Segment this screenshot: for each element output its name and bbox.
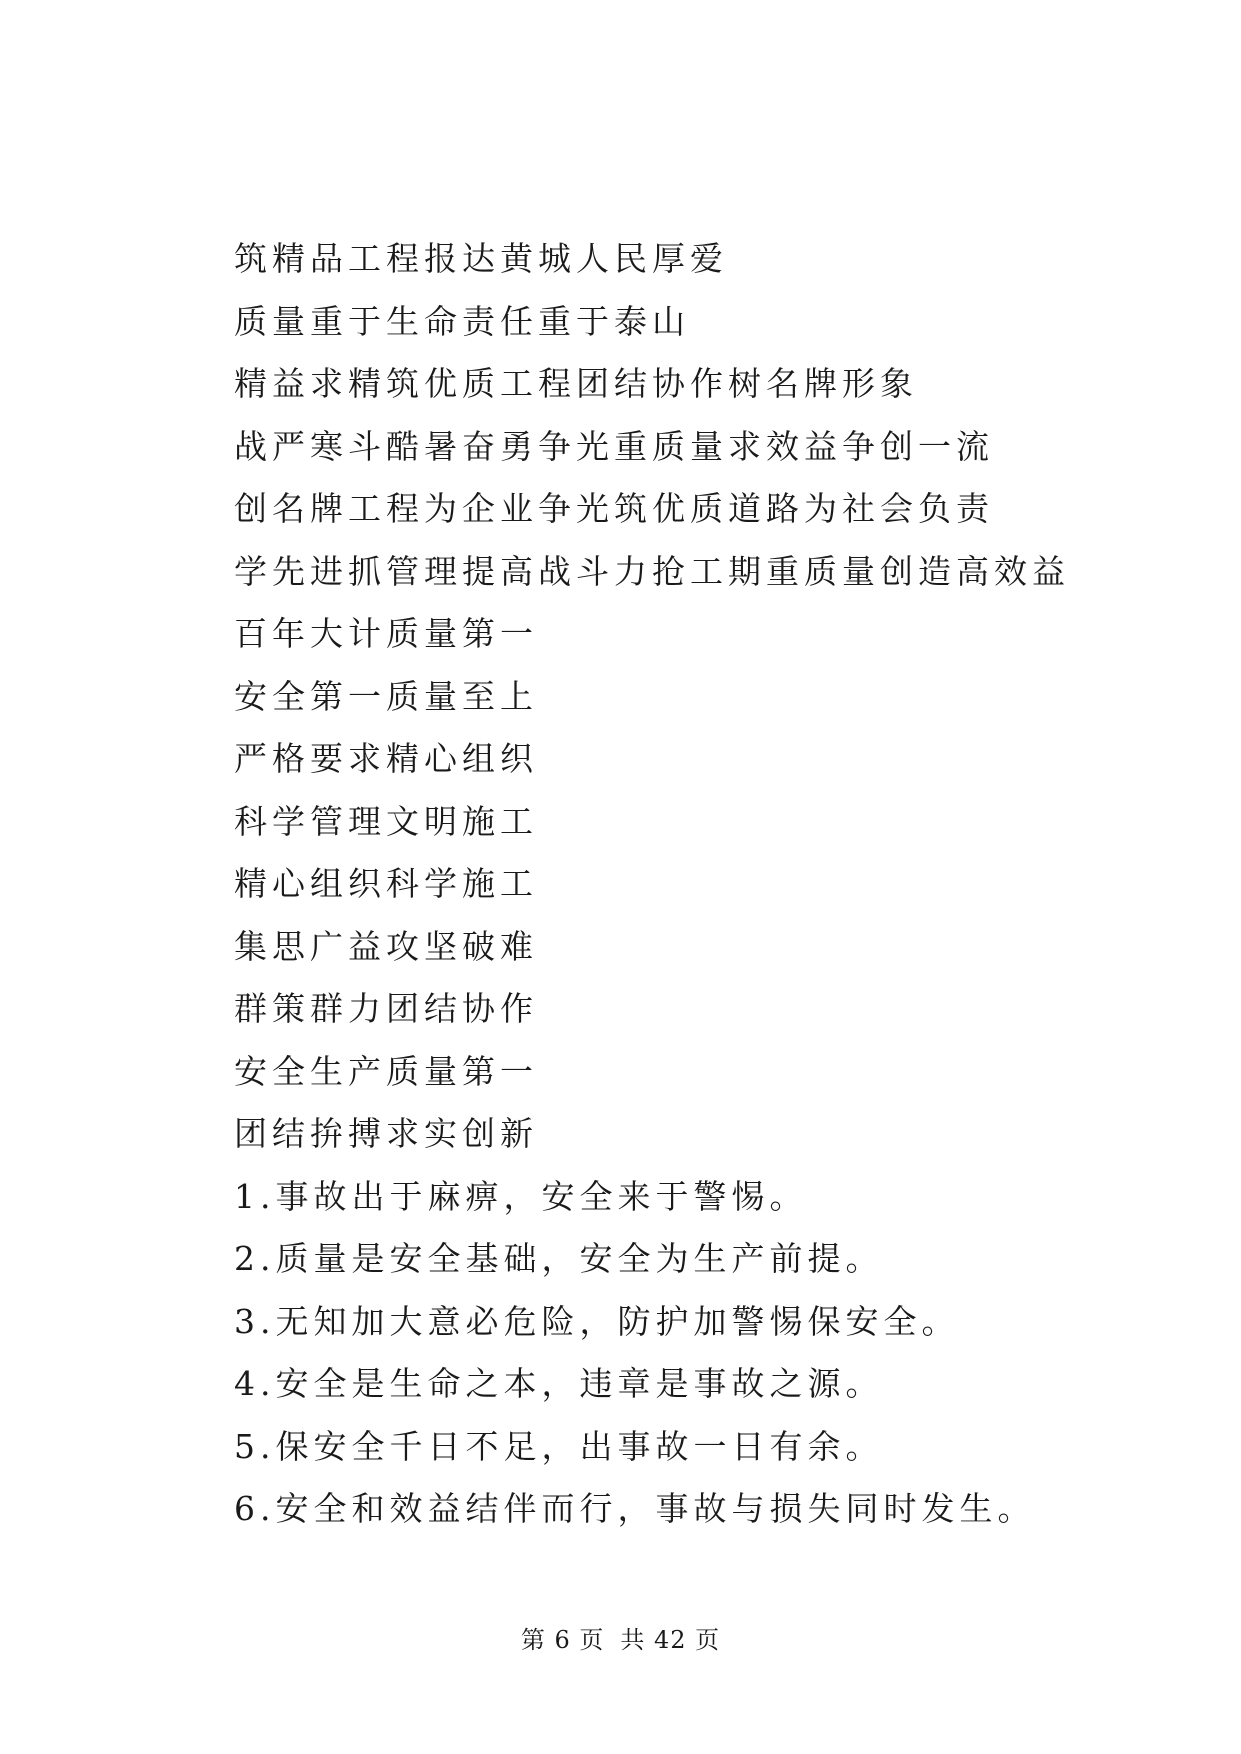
numbered-line: 4.安全是生命之本，违章是事故之源。 — [234, 1364, 884, 1403]
text-line: 团结拚搏求实创新 — [234, 1114, 538, 1153]
text-line: 创名牌工程为企业争光筑优质道路为社会负责 — [234, 489, 994, 528]
page-number: 第 6 页 — [520, 1626, 605, 1654]
text-line: 筑精品工程报达黄城人民厚爱 — [234, 239, 728, 278]
text-line: 安全第一质量至上 — [234, 676, 538, 716]
numbered-line: 6.安全和效益结伴而行，事故与损失同时发生。 — [234, 1489, 1036, 1528]
text-line: 安全生产质量第一 — [234, 1051, 538, 1091]
text-line: 严格要求精心组织 — [234, 739, 538, 778]
numbered-line: 1.事故出于麻痹，安全来于警惕。 — [234, 1176, 808, 1216]
document-body — [234, 228, 1094, 1541]
text-line: 科学管理文明施工 — [234, 801, 538, 841]
text-line: 精心组织科学施工 — [234, 864, 538, 903]
page-total: 共 42 页 — [620, 1626, 721, 1654]
text-line: 群策群力团结协作 — [234, 989, 538, 1028]
text-line: 百年大计质量第一 — [234, 614, 538, 653]
text-line: 集思广益攻坚破难 — [234, 926, 538, 966]
numbered-line: 5.保安全千日不足，出事故一日有余。 — [234, 1426, 884, 1466]
text-line: 精益求精筑优质工程团结协作树名牌形象 — [234, 364, 918, 403]
numbered-line: 3.无知加大意必危险，防护加警惕保安全。 — [234, 1301, 960, 1341]
numbered-line: 2.质量是安全基础，安全为生产前提。 — [234, 1239, 884, 1278]
text-line: 战严寒斗酷暑奋勇争光重质量求效益争创一流 — [234, 426, 994, 466]
page-footer — [0, 1620, 1241, 1655]
text-line: 质量重于生命责任重于泰山 — [234, 301, 690, 341]
text-line: 学先进抓管理提高战斗力抢工期重质量创造高效益 — [234, 551, 1070, 591]
